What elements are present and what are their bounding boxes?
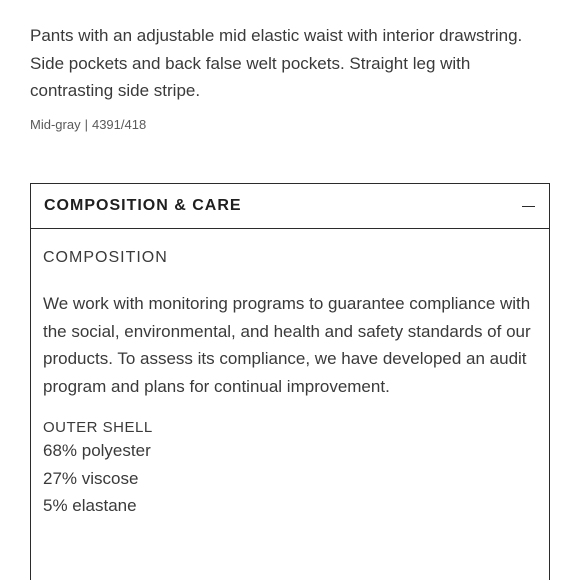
minus-icon[interactable] [522, 206, 535, 207]
product-reference: 4391/418 [91, 117, 147, 132]
product-color: Mid-gray [30, 117, 81, 132]
composition-statement: We work with monitoring programs to guarantee compliance with the social, environmental, and health and safety standards of our products. To assess its compliance, we have developed an audit program and plans for continual improvement. [43, 294, 531, 396]
composition-care-content [31, 248, 549, 520]
materials-list [43, 437, 537, 520]
product-description: Pants with an adjustable mid elastic waist with interior drawstring. Side pockets and back false welt pockets. Straight leg with contrasting side stripe. [30, 26, 523, 100]
separator: | [84, 117, 88, 132]
material-item: 27% viscose [43, 468, 139, 488]
outer-shell-heading: OUTER SHELL [43, 419, 153, 436]
composition-care-title: COMPOSITION & CARE [44, 197, 242, 214]
composition-care-panel [30, 183, 550, 580]
composition-care-toggle[interactable] [31, 184, 549, 229]
material-item: 68% polyester [43, 441, 151, 460]
product-color-reference [30, 117, 146, 132]
composition-heading: COMPOSITION [43, 249, 168, 266]
material-item: 5% elastane [43, 496, 137, 515]
